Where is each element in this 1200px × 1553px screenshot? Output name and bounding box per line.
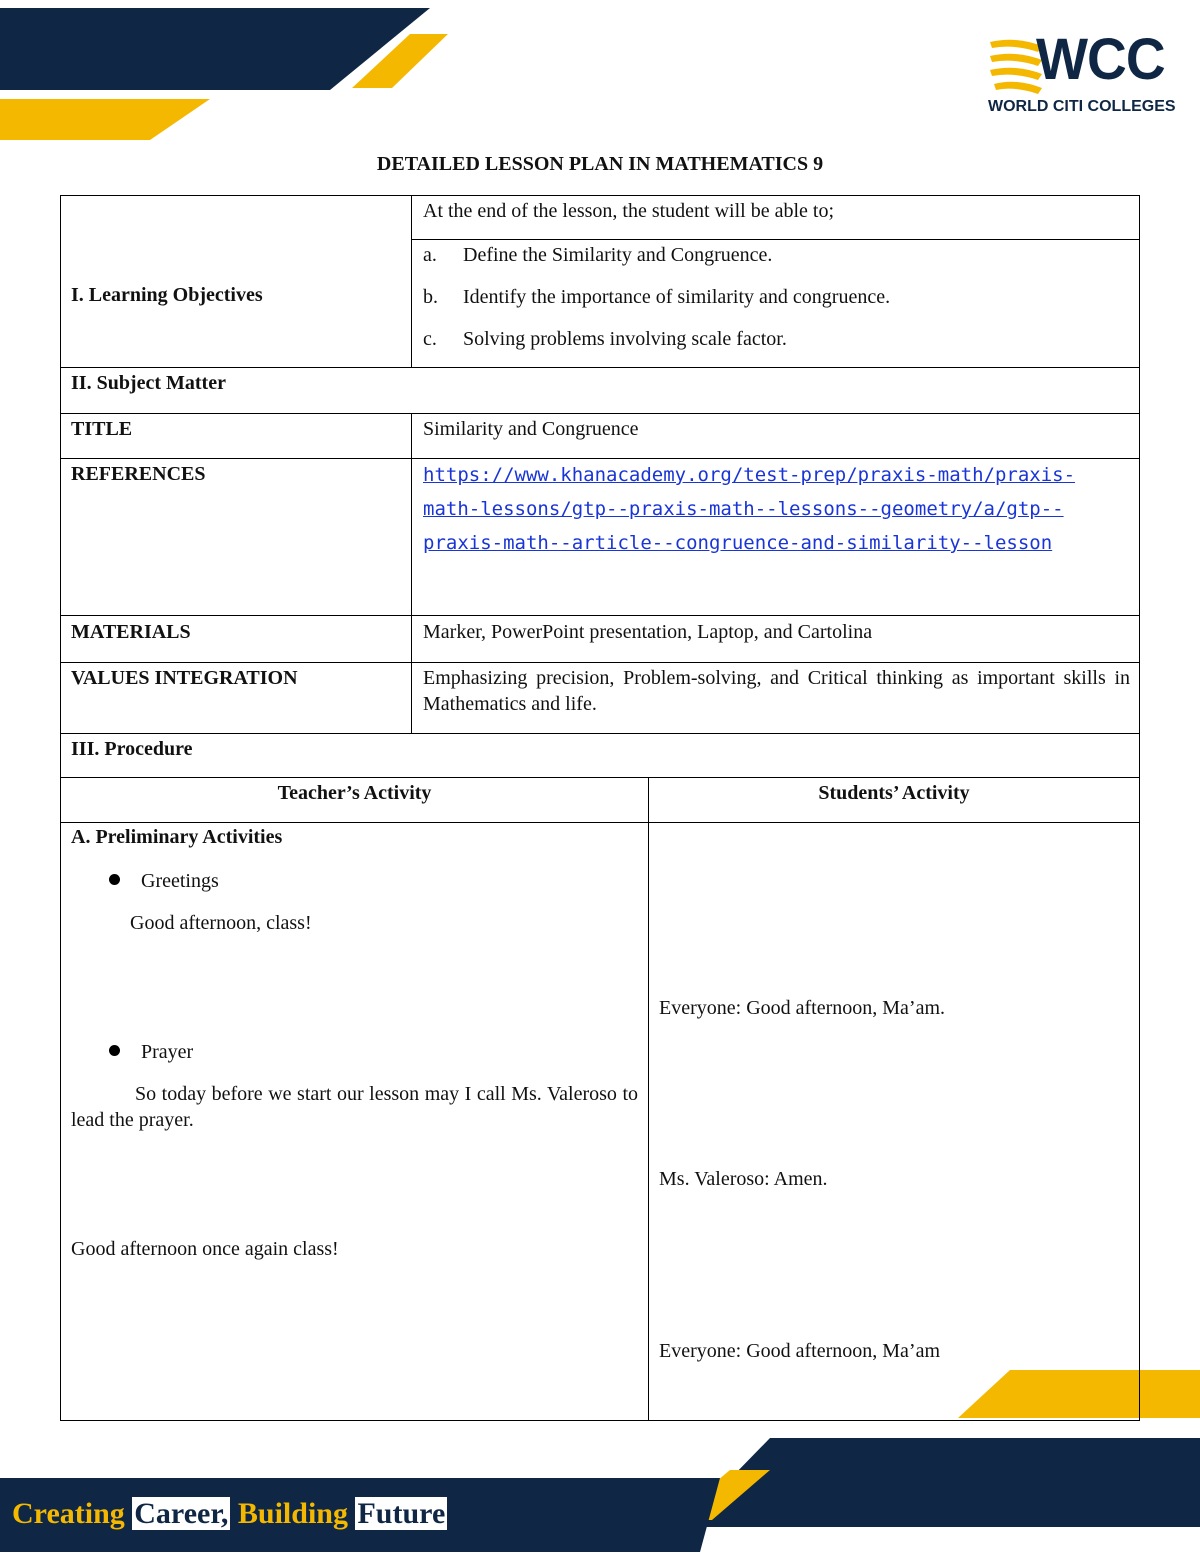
- preliminary-activities-label: A. Preliminary Activities: [71, 826, 283, 848]
- title-value: Similarity and Congruence: [423, 418, 639, 440]
- greetings-text: Good afternoon, class!: [130, 912, 312, 934]
- reference-link[interactable]: [423, 458, 1075, 560]
- prayer-text: So today before we start our lesson may I call Ms. Valeroso to lead the prayer.: [71, 1083, 638, 1131]
- objective-item: Solving problems involving scale factor.: [463, 328, 787, 350]
- objective-item: Define the Similarity and Congruence.: [463, 244, 773, 266]
- tagline-word: Creating: [12, 1497, 125, 1530]
- college-logo: [986, 28, 1186, 128]
- subject-matter-label: II. Subject Matter: [71, 372, 226, 394]
- students-greeting-again: Everyone: Good afternoon, Ma’am: [659, 1340, 941, 1362]
- footer-tagline: [12, 1497, 447, 1531]
- references-label: REFERENCES: [71, 463, 206, 485]
- tagline-word: Future: [357, 1497, 446, 1530]
- materials-label: MATERIALS: [71, 621, 191, 643]
- reference-link-line[interactable]: praxis-math--article--congruence-and-similarity--lesson: [423, 532, 1053, 554]
- objective-marker: b.: [423, 286, 438, 308]
- students-greeting: Everyone: Good afternoon, Ma’am.: [659, 997, 946, 1019]
- title-label: TITLE: [71, 418, 133, 440]
- bullet-icon: [109, 874, 120, 885]
- greetings-label: Greetings: [141, 870, 219, 892]
- tagline-word: Career,: [134, 1497, 229, 1530]
- values-integration-label: VALUES INTEGRATION: [71, 667, 298, 689]
- reference-link-line[interactable]: https://www.khanacademy.org/test-prep/praxis-math/praxis-: [423, 464, 1076, 486]
- tagline-word: Building: [237, 1497, 348, 1530]
- bullet-icon: [109, 1045, 120, 1056]
- students-prayer-response: Ms. Valeroso: Amen.: [659, 1168, 828, 1190]
- objective-marker: a.: [423, 244, 437, 266]
- objectives-label: I. Learning Objectives: [71, 284, 263, 306]
- prayer-label: Prayer: [141, 1041, 194, 1063]
- values-integration-value: Emphasizing precision, Problem-solving, and Critical thinking as important skills in Mathematics and life.: [423, 667, 1130, 715]
- greeting-again-text: Good afternoon once again class!: [71, 1238, 339, 1260]
- procedure-label: III. Procedure: [71, 738, 193, 760]
- objectives-intro: At the end of the lesson, the student will be able to;: [423, 200, 835, 222]
- logo-wordmark: WCC: [1036, 27, 1165, 92]
- reference-link-line[interactable]: math-lessons/gtp--praxis-math--lessons--geometry/a/gtp--: [423, 498, 1064, 520]
- materials-value: Marker, PowerPoint presentation, Laptop, and Cartolina: [423, 621, 873, 643]
- objective-item: Identify the importance of similarity and congruence.: [463, 286, 891, 308]
- document-title: DETAILED LESSON PLAN IN MATHEMATICS 9: [376, 153, 824, 175]
- logo-subtitle: WORLD CITI COLLEGES: [988, 98, 1176, 115]
- students-activity-header: Students’ Activity: [818, 782, 970, 804]
- objective-marker: c.: [423, 328, 437, 350]
- teacher-activity-header: Teacher’s Activity: [277, 782, 432, 804]
